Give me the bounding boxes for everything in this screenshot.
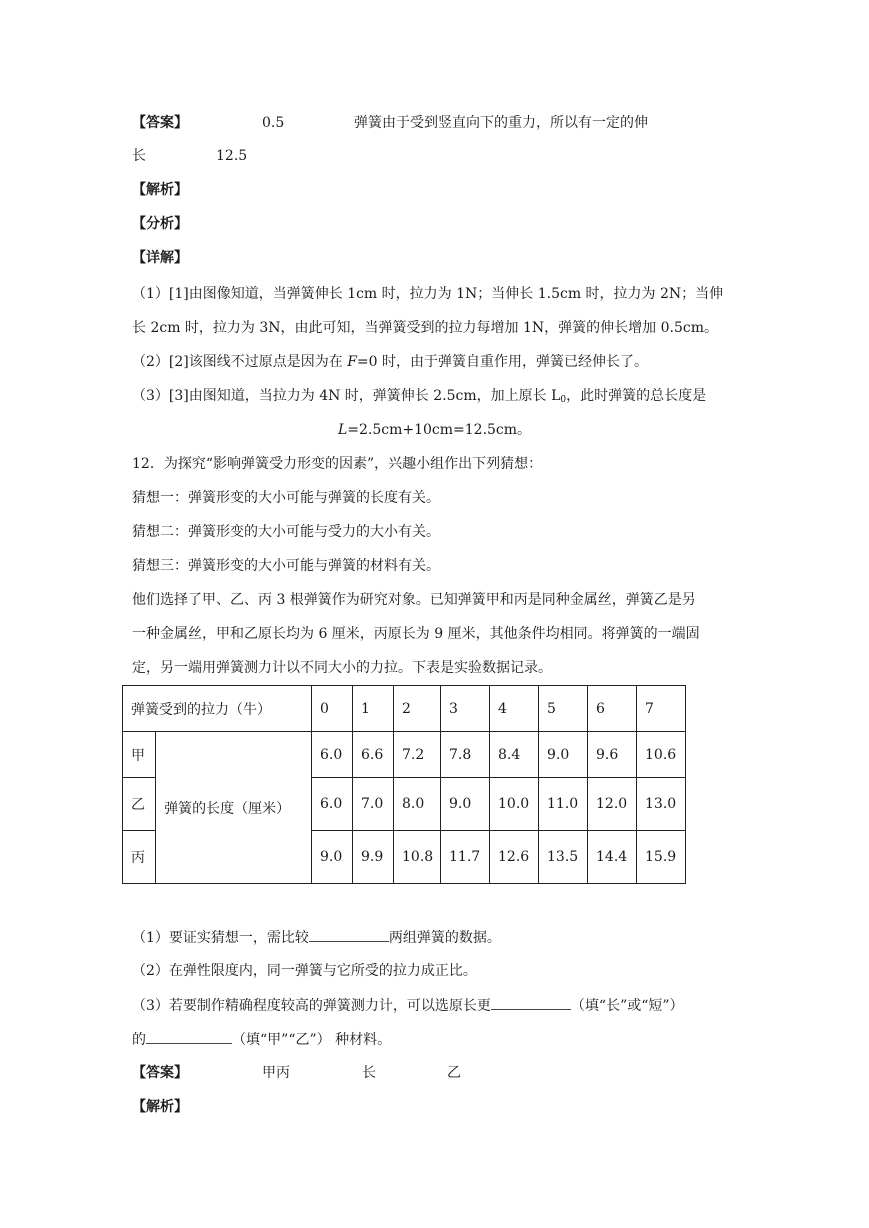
force-cell: 0: [312, 686, 353, 732]
spring-name-cell: 乙: [123, 778, 156, 831]
analysis-label: 【解析】: [132, 1099, 188, 1115]
answer-label: 【答案】: [132, 1065, 188, 1081]
force-cell: 3: [441, 686, 490, 732]
table-cell: 9.9: [353, 831, 394, 884]
detail-p2: （2）[2]该图线不过原点是因为在 F=0 时，由于弹簧自重作用，弹簧已经伸长了。: [132, 354, 649, 370]
q12-guess-2: 猜想二：弹簧形变的大小可能与受力的大小有关。: [132, 524, 440, 540]
q12-guess-1: 猜想一：弹簧形变的大小可能与弹簧的长度有关。: [132, 490, 440, 506]
table-cell: 6.0: [312, 778, 353, 831]
fenxi-label: 【分析】: [132, 216, 188, 232]
table-cell: 14.4: [588, 831, 637, 884]
q12-sub-3: （3）若要制作精确程度较高的弹簧测力计，可以选原长更 （填“长”或“短”）: [132, 995, 684, 1016]
table-cell: 9.0: [312, 831, 353, 884]
table-cell: 7.2: [394, 732, 441, 778]
spring-name-cell: 甲: [123, 732, 156, 778]
table-cell: 10.0: [490, 778, 539, 831]
detail-p1-line1: （1）[1]由图像知道，当弹簧伸长 1cm 时，拉力为 1N；当伸长 1.5cm 时，拉力为 2N；当伸: [132, 286, 724, 302]
answer-label: 【答案】: [132, 115, 188, 131]
table-cell: 7.0: [353, 778, 394, 831]
q12-guess-3: 猜想三：弹簧形变的大小可能与弹簧的材料有关。: [132, 558, 440, 574]
table-cell: 13.0: [637, 778, 686, 831]
detail-p1-line2: 长 2cm 时，拉力为 3N，由此可知，当弹簧受到的拉力每增加 1N，弹簧的伸长增加 0.5cm。: [132, 320, 718, 336]
q12-sub-2: （2）在弹性限度内，同一弹簧与它所受的拉力成正比。: [132, 963, 477, 979]
table-cell: 10.8: [394, 831, 441, 884]
table-header-row: [123, 686, 686, 732]
length-label-cell: 弹簧的长度（厘米）: [156, 732, 312, 884]
force-header-cell: 弹簧受到的拉力（牛）: [123, 686, 312, 732]
table-cell: 15.9: [637, 831, 686, 884]
answer-value-1: 0.5: [262, 115, 285, 131]
table-cell: 12.0: [588, 778, 637, 831]
answer-value-2-cont: 长: [132, 148, 146, 164]
table-cell: 11.0: [539, 778, 588, 831]
detail-p3: （3）[3]由图知道，当拉力为 4N 时，弹簧伸长 2.5cm，加上原长 $L_0$，此时弹簧的总长度是: [132, 388, 707, 405]
force-cell: 2: [394, 686, 441, 732]
table-cell: 9.0: [539, 732, 588, 778]
answer-value-3: 12.5: [216, 148, 248, 164]
q12-desc-1: 他们选择了甲、乙、丙 3 根弹簧作为研究对象。已知弹簧甲和丙是同种金属丝，弹簧乙是另: [132, 592, 696, 608]
q12-intro: 12．为探究“影响弹簧受力形变的因素”，兴趣小组作出下列猜想：: [132, 456, 543, 472]
answer-value-3: 乙: [447, 1065, 461, 1081]
spring-data-table: [122, 685, 686, 884]
force-cell: 5: [539, 686, 588, 732]
table-cell: 10.6: [637, 732, 686, 778]
detail-equation: L=2.5cm+10cm=12.5cm。: [337, 422, 532, 438]
answer-blank[interactable]: [146, 1029, 232, 1044]
table-cell: 8.0: [394, 778, 441, 831]
table-cell: 11.7: [441, 831, 490, 884]
table-row: [123, 732, 686, 778]
q12-sub-1: （1）要证实猜想一，需比较 两组弹簧的数据。: [132, 927, 501, 948]
detail-label: 【详解】: [132, 250, 188, 266]
q12-desc-2: 一种金属丝，甲和乙原长均为 6 厘米，丙原长为 9 厘米，其他条件均相同。将弹簧的一端固: [132, 626, 700, 642]
answer-value-2: 长: [362, 1065, 376, 1081]
table-cell: 9.6: [588, 732, 637, 778]
answer-value-1: 甲丙: [262, 1065, 290, 1081]
force-cell: 6: [588, 686, 637, 732]
answer-blank[interactable]: [491, 995, 571, 1010]
table-cell: 6.6: [353, 732, 394, 778]
table-cell: 6.0: [312, 732, 353, 778]
force-cell: 4: [490, 686, 539, 732]
analysis-label: 【解析】: [132, 182, 188, 198]
q12-desc-3: 定，另一端用弹簧测力计以不同大小的力拉。下表是实验数据记录。: [132, 660, 552, 676]
answer-value-2: 弹簧由于受到竖直向下的重力，所以有一定的伸: [354, 115, 648, 131]
q12-sub-3-cont: 的 （填“甲”“乙”） 种材料。: [132, 1029, 391, 1050]
spring-name-cell: 丙: [123, 831, 156, 884]
force-cell: 7: [637, 686, 686, 732]
table-cell: 13.5: [539, 831, 588, 884]
answer-blank[interactable]: [309, 927, 389, 942]
table-cell: 7.8: [441, 732, 490, 778]
force-cell: 1: [353, 686, 394, 732]
table-cell: 9.0: [441, 778, 490, 831]
table-cell: 12.6: [490, 831, 539, 884]
table-cell: 8.4: [490, 732, 539, 778]
